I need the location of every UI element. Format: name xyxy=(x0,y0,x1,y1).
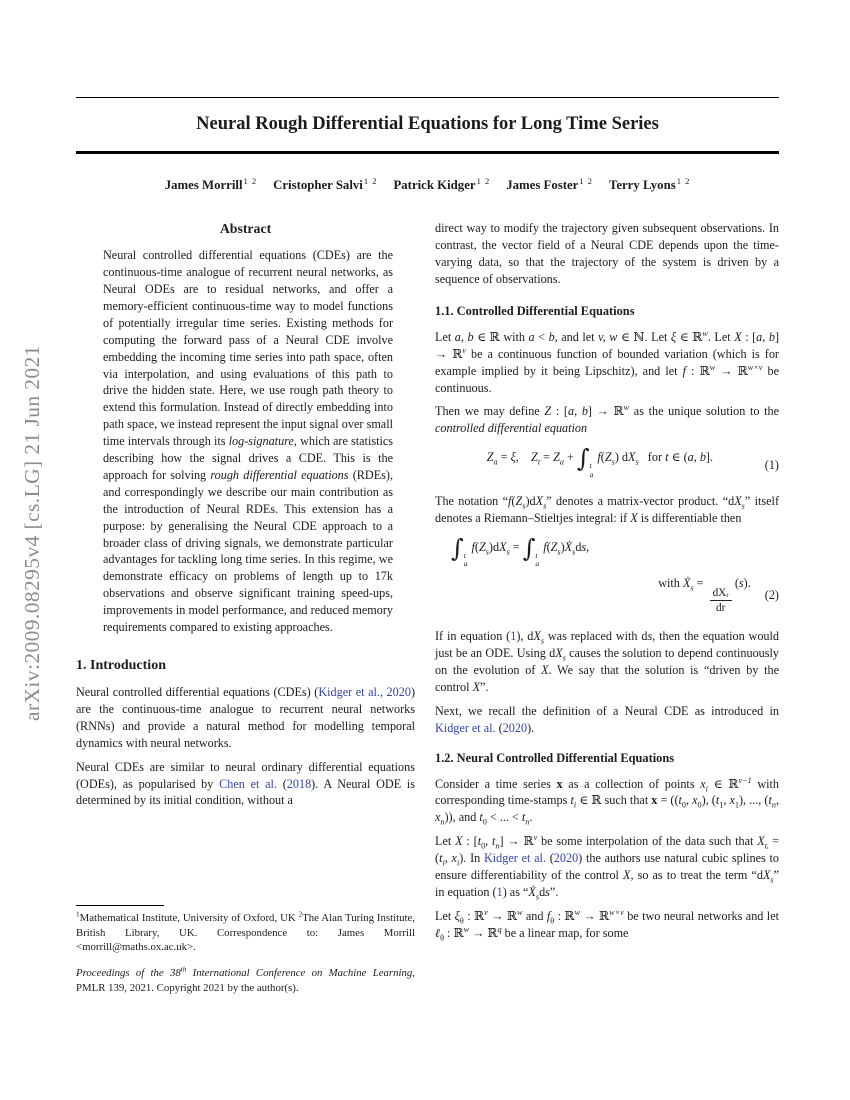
citation-link[interactable]: 2018 xyxy=(286,776,312,791)
section-heading-1-2: 1.2. Neural Controlled Differential Equations xyxy=(435,750,675,765)
paper-title: Neural Rough Differential Equations for Long Time Series xyxy=(196,114,659,135)
citation-link[interactable]: 1 xyxy=(510,629,517,644)
equation-2-line-1: ∫ t a $f(Z_s)dX_s$ = ∫ t a $f(Z_s)Ẋ_sds$, xyxy=(451,532,590,569)
citation-link[interactable]: Kidger et al. xyxy=(435,720,496,735)
equation-2-line-2-content: with Ẋ$_s$ = $\frac{\text{dXᵣ}}{dr}$ (s). xyxy=(658,576,751,615)
section-heading-introduction: 1. Introduction xyxy=(76,658,166,674)
author-name: Patrick Kidger$^{1 2}$ xyxy=(393,175,491,193)
arxiv-watermark: arXiv:2009.08295v4 [cs.LG] 21 Jun 2021 xyxy=(20,345,44,721)
author-affiliation-superscript: 1 2 xyxy=(363,175,378,186)
equation-1 xyxy=(435,443,779,480)
citation-link[interactable]: Chen et al. xyxy=(219,776,277,791)
time-series-paragraph: Consider a time series x as a collection of points $x_i$ ∈ ℝ$^{v-1}$ with corresponding time-stamps $t_i$ ∈ ℝ such that $x = ((t_0$, $x_0$), ($t_1$, $x_1$), ..., ($t_n$, $x_n$)), and $t_0$ < ... < $t_n$. xyxy=(435,775,779,827)
continuation-paragraph: direct way to modify the trajectory given subsequent observations. In contrast, the vector field of a Neural CDE depends upon the time-varying data, so that the trajectory of the system is driven by a sequence of observations. xyxy=(435,221,779,286)
intro-paragraph-2: Neural CDEs are similar to neural ordinary differential equations (ODEs), as popularised by Chen et al. (2018). A Neural ODE is determined by its initial condition, without a xyxy=(76,759,416,808)
interpolation-paragraph: Let X : [$t_0$, $t_n$] → ℝ$^v$ be some interpolation of the data such that $X_{tᵢ} = (t_i$, $x_i$). In Kidger et al. (2020) the authors use natural cubic splines to ensure differentiability of the control X, so as to treat the term “$dX_s$” in equation (1) as “Ẋ$_s$ds”. xyxy=(435,833,780,902)
author-name: Terry Lyons$^{1 2}$ xyxy=(608,175,691,193)
neural-networks-paragraph: Let $\xi_\theta$ : ℝ$^v$ → ℝ$^w$ and $f_\theta$ : ℝ$^w$ → ℝ$^{w\times v}$ be two neural networks and let ℓ$_\theta$ : ℝ$^w$ → ℝ$^q$ be a linear map, for some xyxy=(435,907,779,943)
author-affiliation-superscript: 1 2 xyxy=(243,175,258,186)
section-heading-1-1: 1.1. Controlled Differential Equations xyxy=(435,303,635,318)
equation-2-number: (2) xyxy=(764,588,779,603)
author-affiliation-superscript: 1 2 xyxy=(579,175,593,186)
author-name: James Foster$^{1 2}$ xyxy=(506,175,593,193)
intro-paragraph-1: Neural controlled differential equations (CDEs) (Kidger et al., 2020) are the continuous-time analogue to recurrent neural networks (RNNs) and provide a natural method for modelling temporal dynamics with neural networks. xyxy=(76,685,415,750)
proceedings-notice: Proceedings of the 38th International Conference on Machine Learning, PMLR 139, 2021. Copyright 2021 by the author(s). xyxy=(76,965,415,994)
affiliation-footnote: $^1$Mathematical Institute, University of Oxford, UK $^2$The Alan Turing Institute, British Library, UK. Correspondence to: James Morrill <morrill@maths.ox.ac.uk>. xyxy=(76,910,415,954)
author-name: Cristopher Salvi$^{1 2}$ xyxy=(273,175,378,193)
citation-link[interactable]: Kidger et al. xyxy=(483,851,546,866)
right-column xyxy=(435,220,779,995)
author-name: James Morrill$^{1 2}$ xyxy=(164,175,258,193)
notation-paragraph: The notation “$f(Z_s)dX_s$” denotes a matrix-vector product. “$dX_s$” itself denotes a Riemann–Stieltjes integral: if X is differentiable then xyxy=(435,493,779,525)
abstract-text: Neural controlled differential equations (CDEs) are the continuous-time analogue of recurrent neural networks, as Neural ODEs are to residual networks, and offer a memory-efficient continuous-time way to model functions of potentially irregular time series. Existing methods for computing the forward pass of a Neural CDE involve embedding the incoming time series into path space, often via interpolation, and using evaluations of this path to drive the hidden state. Here, we use rough path theory to extend this formulation. Instead of directly embedding into path space, we instead represent the input signal over small time intervals through its log-signature, which are statistics describing how the signal drives a CDE. This is the approach for solving rough differential equations (RDEs), and correspondingly we describe our main contribution as the introduction of Neural RDEs. This extension has a purpose: by generalising the Neural CDE approach to a broader class of driving signals, we demonstrate particular advantages for tackling long time series. In this regime, we demonstrate efficacy on problems of length up to 17k observations and observe significant training speed-ups, improvements in model performance, and reduced memory requirements compared to existing approaches. xyxy=(103,248,393,635)
author-list xyxy=(76,176,779,193)
equation-2-line-2 xyxy=(435,576,779,615)
citation-link[interactable]: Kidger et al., 2020 xyxy=(318,685,411,700)
title-rule-bottom xyxy=(76,151,779,154)
citation-link[interactable]: 2020 xyxy=(502,720,528,735)
equation-2 xyxy=(435,532,779,616)
recall-neural-cde-paragraph: Next, we recall the definition of a Neural CDE as introduced in Kidger et al. (2020). xyxy=(435,703,779,735)
equation-1-content: $Z_a = \xi$, $Z_t = Z_a$ + ∫ t a $f(Z_s)$ $dX_s$ for t ∈ (a, b]. xyxy=(486,443,714,480)
two-column-body xyxy=(76,220,779,995)
citation-link[interactable]: 2020 xyxy=(553,851,579,866)
citation-link[interactable]: 1 xyxy=(496,885,503,900)
equation-1-number: (1) xyxy=(764,457,779,472)
author-affiliation-superscript: 1 2 xyxy=(476,175,491,186)
footnote-rule xyxy=(76,905,164,906)
left-column xyxy=(76,220,415,995)
ode-comparison-paragraph: If in equation (1), $dX_s$ was replaced with ds, then the equation would just be an ODE. Using $dX_s$ causes the solution to depend continuously on the evolution of X. We say that the solution is “driven by the control X”. xyxy=(435,629,779,694)
cde-define-paragraph: Then we may define Z : [a, b] → ℝ$^w$ as the unique solution to the controlled differential equation xyxy=(435,403,780,436)
footnote-block xyxy=(76,905,415,995)
paper-content xyxy=(76,0,779,995)
abstract-heading: Abstract xyxy=(219,221,272,237)
author-affiliation-superscript: 1 2 xyxy=(676,175,691,186)
title-rule-top xyxy=(76,97,779,98)
cde-setup-paragraph: Let a, b ∈ ℝ with a < b, and let v, w ∈ ℕ. Let ξ ∈ ℝ$^w$. Let X : [a, b] → ℝ$^v$ be a continuous function of bounded variation (which is for example implied by it being Lipschitz), and let f : ℝ$^w$ → ℝ$^{w\times v}$ be continuous. xyxy=(435,328,780,395)
